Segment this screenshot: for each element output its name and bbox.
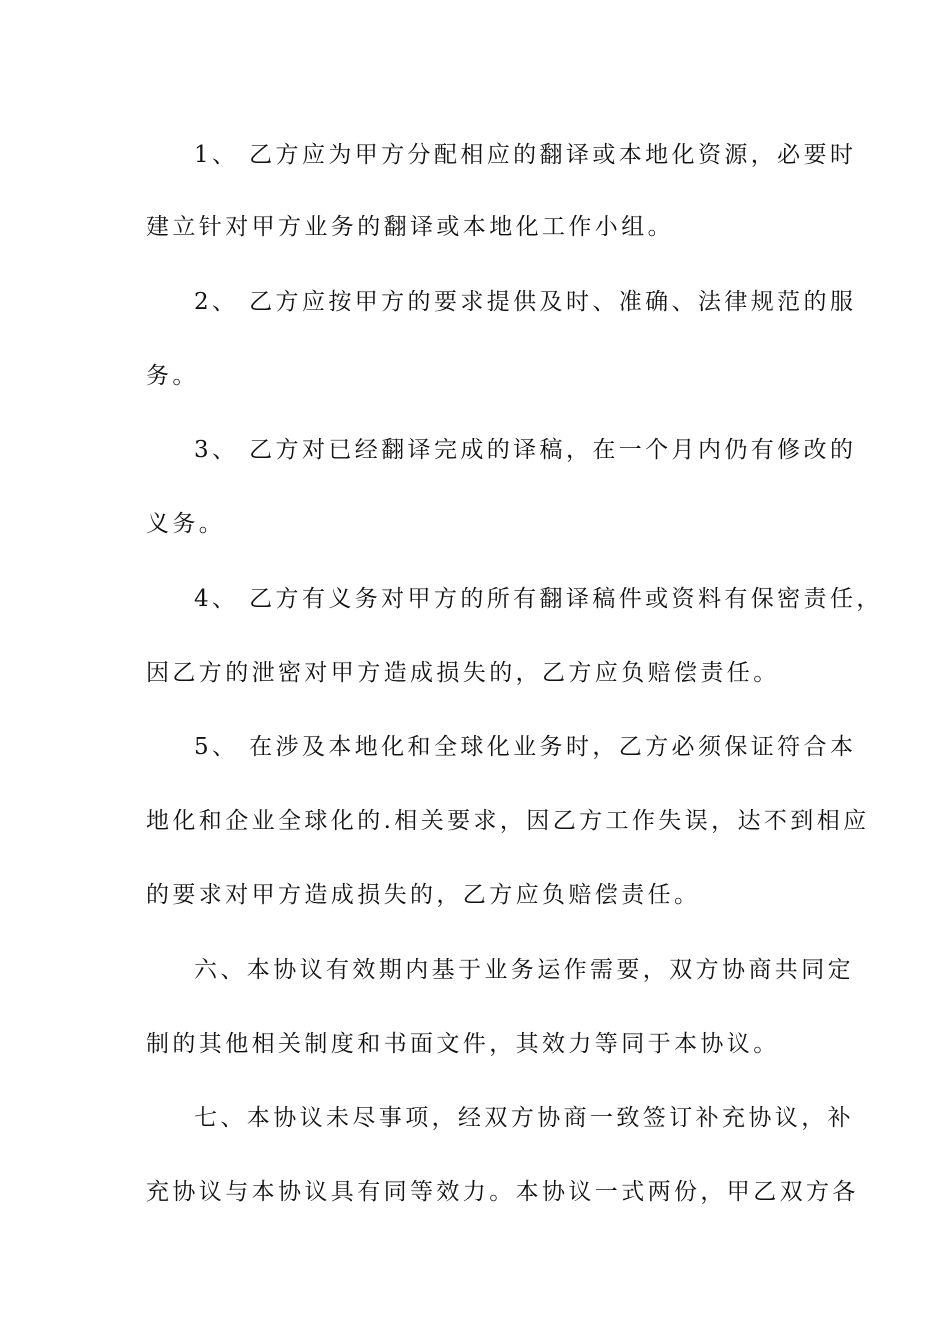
paragraph-7-line-1: 七、本协议未尽事项，经双方协商一致签订补充协议，补 [194, 1105, 854, 1131]
paragraph-6-line-1: 六、本协议有效期内基于业务运作需要，双方协商共同定 [194, 957, 854, 983]
paragraph-7-line-2: 充协议与本协议具有同等效力。本协议一式两份，甲乙双方各 [146, 1179, 859, 1205]
paragraph-6-line-2: 制的其他相关制度和书面文件，其效力等同于本协议。 [146, 1031, 780, 1057]
paragraph-3-line-2: 义务。 [146, 511, 226, 537]
paragraph-5-line-1: 5、 在涉及本地化和全球化业务时，乙方必须保证符合本 [194, 734, 857, 760]
paragraph-4-line-1: 4、 乙方有义务对甲方的所有翻译稿件或资料有保密责任， [194, 586, 883, 612]
paragraph-1-line-2: 建立针对甲方业务的翻译或本地化工作小组。 [146, 214, 674, 240]
paragraph-5-line-2: 地化和企业全球化的.相关要求，因乙方工作失误，达不到相应 [146, 808, 870, 834]
paragraph-2-line-2: 务。 [146, 363, 199, 389]
paragraph-2-line-1: 2、 乙方应按甲方的要求提供及时、准确、法律规范的服 [194, 289, 857, 315]
paragraph-3-line-1: 3、 乙方对已经翻译完成的译稿，在一个月内仍有修改的 [194, 437, 857, 463]
paragraph-4-line-2: 因乙方的泄密对甲方造成损失的，乙方应负赔偿责任。 [146, 660, 780, 686]
paragraph-1-line-1: 1、 乙方应为甲方分配相应的翻译或本地化资源，必要时 [194, 142, 857, 168]
paragraph-5-line-3: 的要求对甲方造成损失的，乙方应负赔偿责任。 [146, 882, 701, 908]
